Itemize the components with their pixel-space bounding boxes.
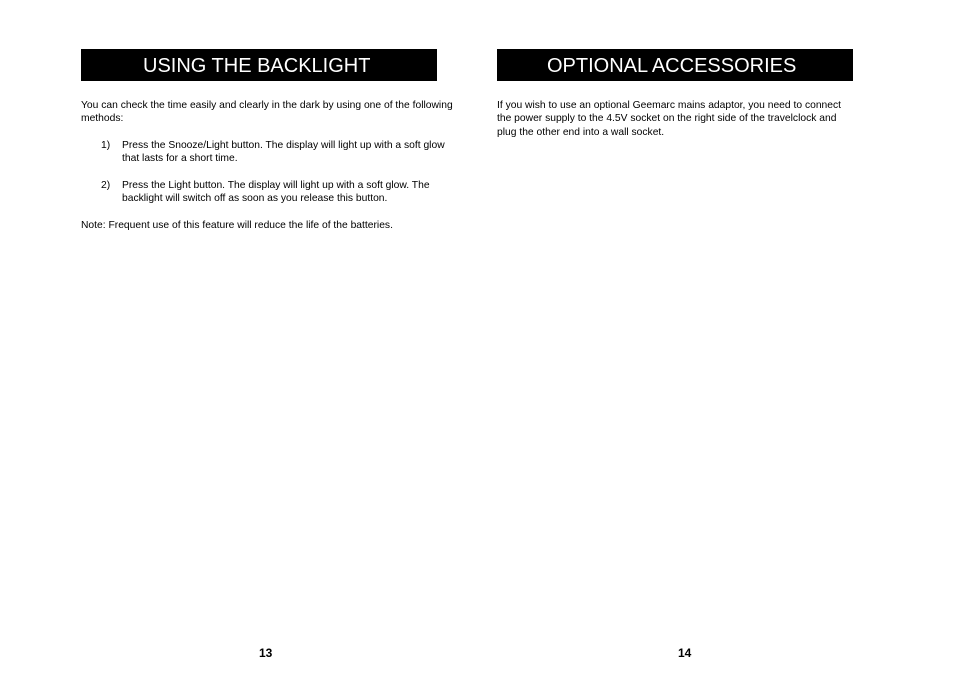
left-page (81, 0, 461, 675)
accessories-paragraph: If you wish to use an optional Geemarc mains adaptor, you need to connect the power supply to the 4.5V socket on the right side of the travelclock and plug the other end into a wall socket. (497, 100, 842, 138)
page-number-right: 14 (678, 646, 692, 660)
backlight-note: Note: Frequent use of this feature will reduce the life of the batteries. (81, 219, 393, 231)
backlight-intro: You can check the time easily and clearly in the dark by using one of the following methods: (81, 100, 453, 125)
backlight-methods-list (81, 139, 453, 205)
section-heading-accessories: OPTIONAL ACCESSORIES (497, 49, 853, 81)
backlight-body (81, 99, 453, 232)
list-item-text: Press the Light button. The display will light up with a soft glow. The backlight will switch off as soon as you release this button. (122, 179, 430, 205)
right-page (497, 0, 877, 675)
list-item (81, 179, 453, 206)
section-heading-backlight: USING THE BACKLIGHT (81, 49, 437, 81)
list-item-number: 1) (101, 139, 111, 151)
list-item-text: Press the Snooze/Light button. The display will light up with a soft glow that lasts for a short time. (122, 139, 445, 165)
page-number-left: 13 (259, 646, 273, 660)
list-item (81, 139, 453, 166)
list-item-number: 2) (101, 179, 111, 191)
accessories-body (497, 99, 842, 139)
